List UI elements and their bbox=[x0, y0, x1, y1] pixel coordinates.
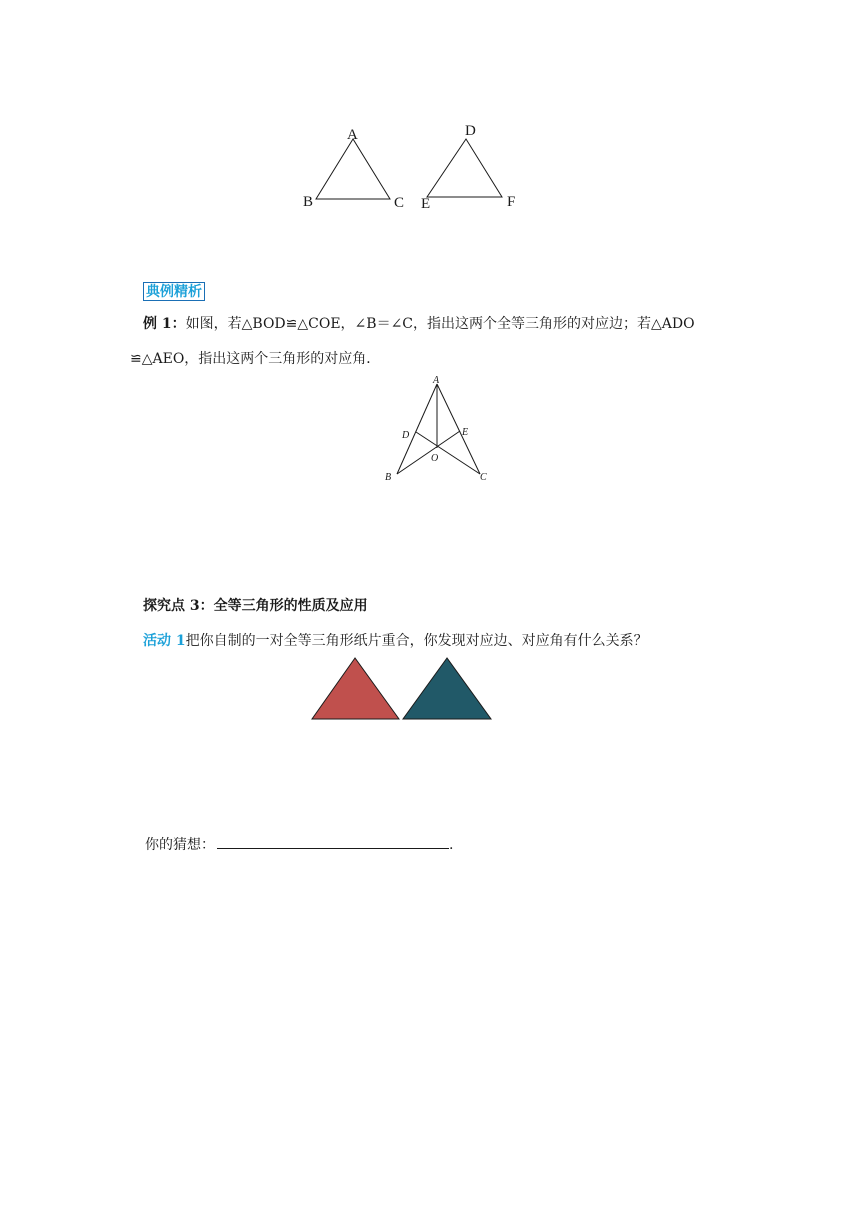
label-d: D bbox=[465, 123, 476, 139]
label-f: F bbox=[507, 194, 516, 210]
teal-triangle bbox=[403, 658, 491, 719]
fig2-label-a: A bbox=[433, 375, 440, 386]
activity-1-text: 把你自制的一对全等三角形纸片重合，你发现对应边、对应角有什么关系？ bbox=[185, 633, 648, 649]
fig2-label-d: D bbox=[402, 430, 410, 441]
fig2-label-o: O bbox=[431, 453, 439, 464]
fig2-label-e: E bbox=[462, 427, 469, 438]
section-3-title: 探究点 3：全等三角形的性质及应用 bbox=[143, 598, 368, 614]
label-b: B bbox=[303, 194, 314, 210]
label-c: C bbox=[394, 195, 405, 211]
label-a: A bbox=[347, 127, 358, 143]
label-e: E bbox=[421, 196, 431, 212]
congruent-triangles-figure bbox=[290, 115, 530, 215]
triangle-def bbox=[427, 139, 502, 197]
activity-1-line bbox=[143, 631, 648, 651]
example-1-text-2: ≌△AEO，指出这两个三角形的对应角． bbox=[130, 351, 381, 367]
section-tag-examples: 典例精析 bbox=[143, 282, 205, 301]
example-1-line-1 bbox=[143, 314, 695, 334]
paper-triangles-figure bbox=[308, 655, 498, 725]
red-triangle bbox=[312, 658, 399, 719]
example-1-figure bbox=[380, 374, 500, 486]
triangle-abc bbox=[316, 139, 390, 199]
fig2-label-b: B bbox=[385, 472, 392, 483]
example-1-label: 例 1： bbox=[143, 316, 186, 332]
guess-label: 你的猜想： bbox=[145, 837, 215, 853]
guess-end: . bbox=[449, 837, 454, 853]
example-1-line-2 bbox=[130, 349, 380, 369]
activity-1-label: 活动 1 bbox=[143, 633, 186, 649]
guess-answer-blank[interactable] bbox=[217, 834, 449, 849]
fig2-label-c: C bbox=[480, 472, 487, 483]
guess-line bbox=[145, 834, 453, 855]
example-1-text-1: 如图，若△BOD≌△COE，∠B＝∠C，指出这两个全等三角形的对应边；若△ADO bbox=[185, 316, 695, 332]
